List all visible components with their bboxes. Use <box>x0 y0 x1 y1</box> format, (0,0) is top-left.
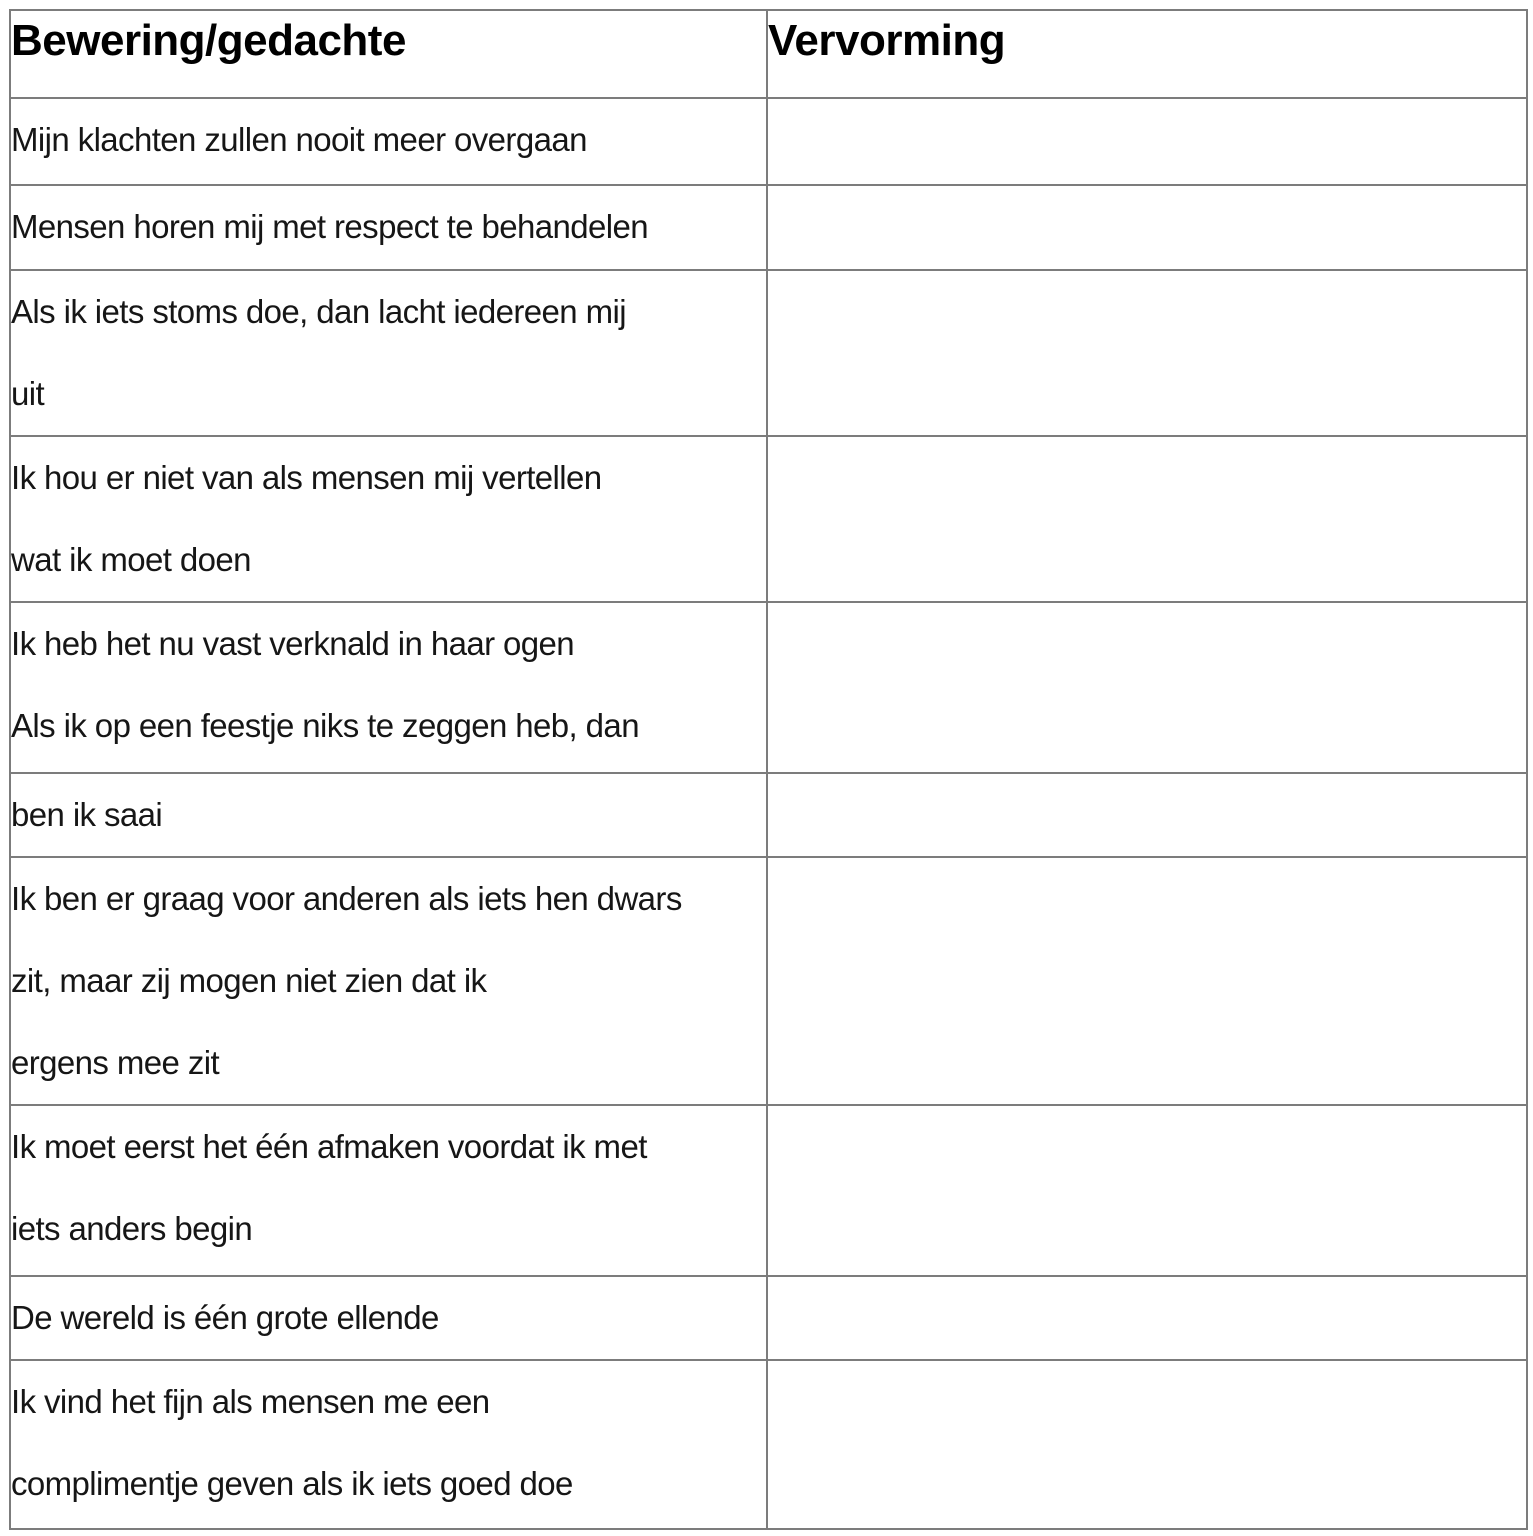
column-header-vervorming: Vervorming <box>767 10 1527 98</box>
vervorming-answer-cell[interactable] <box>767 1276 1527 1360</box>
table-row <box>10 270 1527 436</box>
statement-line: wat ik moet doen <box>11 541 251 578</box>
statement-line: Mensen horen mij met respect te behandelen <box>11 208 649 245</box>
distortion-worksheet-table <box>9 9 1528 1530</box>
statement-line: Ik moet eerst het één afmaken voordat ik met <box>11 1128 647 1165</box>
statement-line: Ik vind het fijn als mensen me een <box>11 1383 490 1420</box>
statement-line: Mijn klachten zullen nooit meer overgaan <box>11 121 587 158</box>
table-header <box>10 10 1527 98</box>
table-body <box>10 98 1527 1529</box>
column-header-bewering-gedachte: Bewering/gedachte <box>10 10 767 98</box>
statement-line: Ik ben er graag voor anderen als iets hen dwars <box>11 880 682 917</box>
vervorming-answer-cell[interactable] <box>767 185 1527 270</box>
table-row <box>10 1360 1527 1529</box>
vervorming-answer-cell[interactable] <box>767 270 1527 436</box>
statement-line: ben ik saai <box>11 796 163 833</box>
vervorming-answer-cell[interactable] <box>767 773 1527 857</box>
statement-cell <box>10 602 767 773</box>
vervorming-answer-cell[interactable] <box>767 857 1527 1105</box>
statement-line: iets anders begin <box>11 1210 253 1247</box>
statement-cell <box>10 857 767 1105</box>
statement-line: ergens mee zit <box>11 1044 220 1081</box>
vervorming-answer-cell[interactable] <box>767 602 1527 773</box>
statement-cell <box>10 773 767 857</box>
statement-cell <box>10 436 767 602</box>
statement-cell <box>10 1276 767 1360</box>
statement-line: zit, maar zij mogen niet zien dat ik <box>11 962 487 999</box>
vervorming-answer-cell[interactable] <box>767 98 1527 185</box>
statement-cell <box>10 98 767 185</box>
table-row <box>10 773 1527 857</box>
statement-line: complimentje geven als ik iets goed doe <box>11 1465 573 1502</box>
vervorming-answer-cell[interactable] <box>767 1105 1527 1276</box>
table-row <box>10 1276 1527 1360</box>
table-row <box>10 602 1527 773</box>
table-row <box>10 98 1527 185</box>
statement-line: De wereld is één grote ellende <box>11 1299 439 1336</box>
statement-line: Als ik iets stoms doe, dan lacht iedereen mij <box>11 293 626 330</box>
vervorming-answer-cell[interactable] <box>767 1360 1527 1529</box>
statement-cell <box>10 1360 767 1529</box>
table-row <box>10 857 1527 1105</box>
statement-cell <box>10 1105 767 1276</box>
statement-line: uit <box>11 375 45 412</box>
vervorming-answer-cell[interactable] <box>767 436 1527 602</box>
statement-line: Als ik op een feestje niks te zeggen heb, dan <box>11 707 639 744</box>
statement-cell <box>10 270 767 436</box>
statement-cell <box>10 185 767 270</box>
statement-line: Ik heb het nu vast verknald in haar ogen <box>11 625 575 662</box>
table-row <box>10 1105 1527 1276</box>
table-row <box>10 185 1527 270</box>
table-row <box>10 436 1527 602</box>
header-row <box>10 10 1527 98</box>
statement-line: Ik hou er niet van als mensen mij vertellen <box>11 459 602 496</box>
